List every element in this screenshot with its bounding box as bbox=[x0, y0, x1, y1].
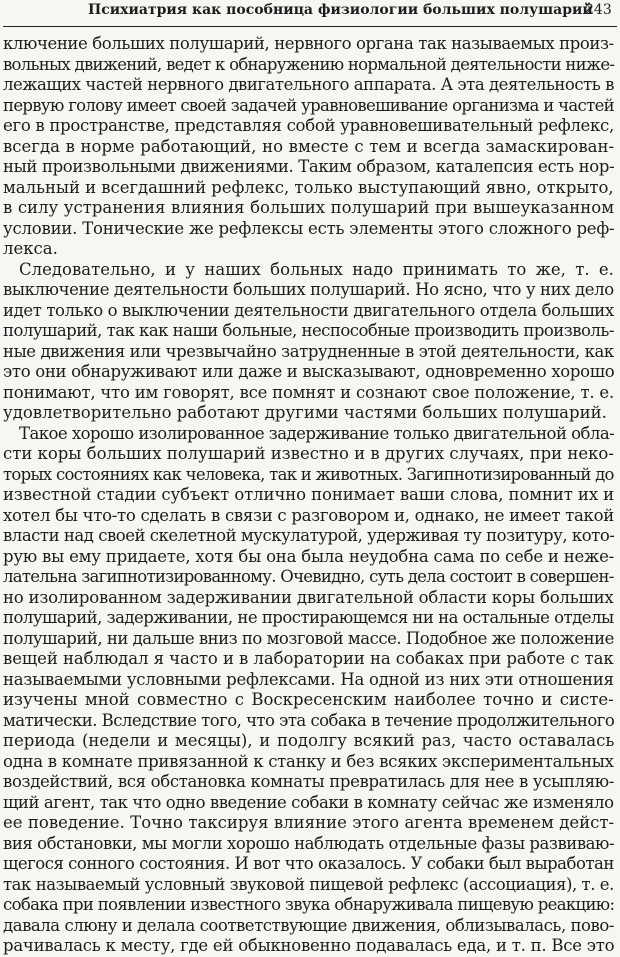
text-line: власти над своей скелетной мускулатурой, удерживая ту позитуру, кото- bbox=[3, 526, 615, 545]
text-line: рачивалась к месту, где ей обыкновенно подавалась еда, и т. п. Все это bbox=[3, 936, 615, 955]
text-line: так называемый условный звуковой пищевой рефлекс (ассоциация), т. е. bbox=[3, 874, 614, 894]
text-line: хотел бы что-то сделать в связи с разговором и, однако, не имеет такой bbox=[3, 505, 614, 525]
page-number: 243 bbox=[585, 2, 612, 18]
text-line: воздействий, вся обстановка комнаты превратилась для нее в усыпляю- bbox=[3, 772, 615, 791]
text-line: в силу устранения влияния больших полушарий при вышеуказанном bbox=[3, 198, 615, 217]
text-line: это они обнаруживают или даже и высказывают, одновременно хорошо bbox=[3, 362, 615, 381]
text-line: ее поведение. Точно таксируя влияние этого агента временем дейст- bbox=[3, 813, 615, 832]
header-divider bbox=[3, 26, 617, 27]
text-line: давала слюну и делала соответствующие движения, облизывалась, пово- bbox=[3, 915, 614, 935]
text-line: идет только о выключении деятельности двигательного отдела больших bbox=[3, 300, 614, 320]
text-line: матически. Вследствие того, что эта собака в течение продолжительного bbox=[3, 710, 615, 730]
text-line: торых состояниях как человека, так и животных. Загипнотизированный до bbox=[3, 464, 614, 484]
text-line: известной стадии субъект отлично понимает ваши слова, помнит их и bbox=[3, 485, 615, 504]
text-line: лежащих частей нервного двигательного аппарата. А эта деятельность в bbox=[3, 75, 614, 94]
text-line: ный произвольными движениями. Таким образом, каталепсия есть нор- bbox=[3, 157, 615, 176]
text-line: всегда в норме работающий, но вместе с тем и всегда замаскирован- bbox=[3, 136, 615, 156]
text-line: первую голову имеет своей задачей уравновешивание организма и частей bbox=[3, 95, 614, 115]
text-line: собака при появлении известного звука обнаруживала пищевую реакцию: bbox=[3, 895, 615, 914]
text-line: сти коры больших полушарий известно и в других случаях, при неко- bbox=[3, 444, 614, 463]
text-line: полушарий, так как наши больные, неспособные производить произволь- bbox=[3, 321, 614, 340]
body-text bbox=[3, 34, 614, 957]
text-line: называемыми условными рефлексами. На одной из них эти отношения bbox=[3, 669, 614, 689]
text-line: условии. Тонические же рефлексы есть элементы этого сложного реф- bbox=[3, 218, 615, 238]
running-header bbox=[0, 0, 620, 26]
text-line: лекса. bbox=[3, 239, 58, 258]
text-line: периода (недели и месяцы), и подолгу всякий раз, часто оставалась bbox=[3, 731, 615, 750]
text-line: Такое хорошо изолированное задерживание только двигательной обла- bbox=[19, 423, 615, 443]
text-line: щий агент, так что одно введение собаки в комнату сейчас же изменяло bbox=[3, 792, 614, 812]
text-line: но изолированном задерживании двигательной области коры больших bbox=[3, 587, 614, 607]
text-line: Следовательно, и у наших больных надо принимать то же, т. е. bbox=[19, 259, 614, 279]
text-line: ные движения или чрезвычайно затрудненные в этой деятельности, как bbox=[3, 341, 614, 361]
text-line: полушарий, задерживании, не простирающемся ни на остальные отделы bbox=[3, 608, 614, 627]
text-line: выключение деятельности больших полушарий. Но ясно, что у них дело bbox=[3, 280, 614, 299]
text-line: удовлетворительно работают другими частями больших полушарий. bbox=[3, 403, 607, 422]
running-header-title: Психиатрия как пособница физиологии больших полушарий bbox=[88, 2, 593, 18]
text-line: лательна загипнотизированному. Очевидно, суть дела состоит в совершен- bbox=[3, 567, 614, 586]
text-line: изучены мной совместно с Воскресенским наиболее точно и систе- bbox=[3, 690, 614, 709]
text-line: щегося сонного состояния. И вот что оказалось. У собаки был выработан bbox=[3, 854, 614, 873]
text-line: ключение больших полушарий, нервного органа так называемых произ- bbox=[3, 34, 614, 53]
text-line: вольных движений, ведет к обнаружению нормальной деятельности ниже- bbox=[3, 54, 615, 74]
text-line: полушарий, ни дальше вниз по мозговой массе. Подобное же положение bbox=[3, 628, 614, 648]
text-line: вия обстановки, мы могли хорошо наблюдать отдельные фазы развиваю- bbox=[3, 833, 615, 853]
text-line: вещей наблюдал я часто и в лаборатории на собаках при работе с так bbox=[3, 649, 614, 668]
text-line: понимают, что им говорят, все помнят и сознают свое положение, т. е. bbox=[3, 382, 614, 402]
text-line: одна в комнате привязанной к станку и без всяких экспериментальных bbox=[3, 751, 614, 771]
text-line: его в пространстве, представляя собой уравновешивательный рефлекс, bbox=[3, 116, 614, 135]
text-line: рую вы ему придаете, хотя бы она была неудобна сама по себе и нежe- bbox=[3, 546, 614, 566]
text-line: мальный и всегдашний рефлекс, только выступающий явно, открыто, bbox=[3, 177, 614, 197]
